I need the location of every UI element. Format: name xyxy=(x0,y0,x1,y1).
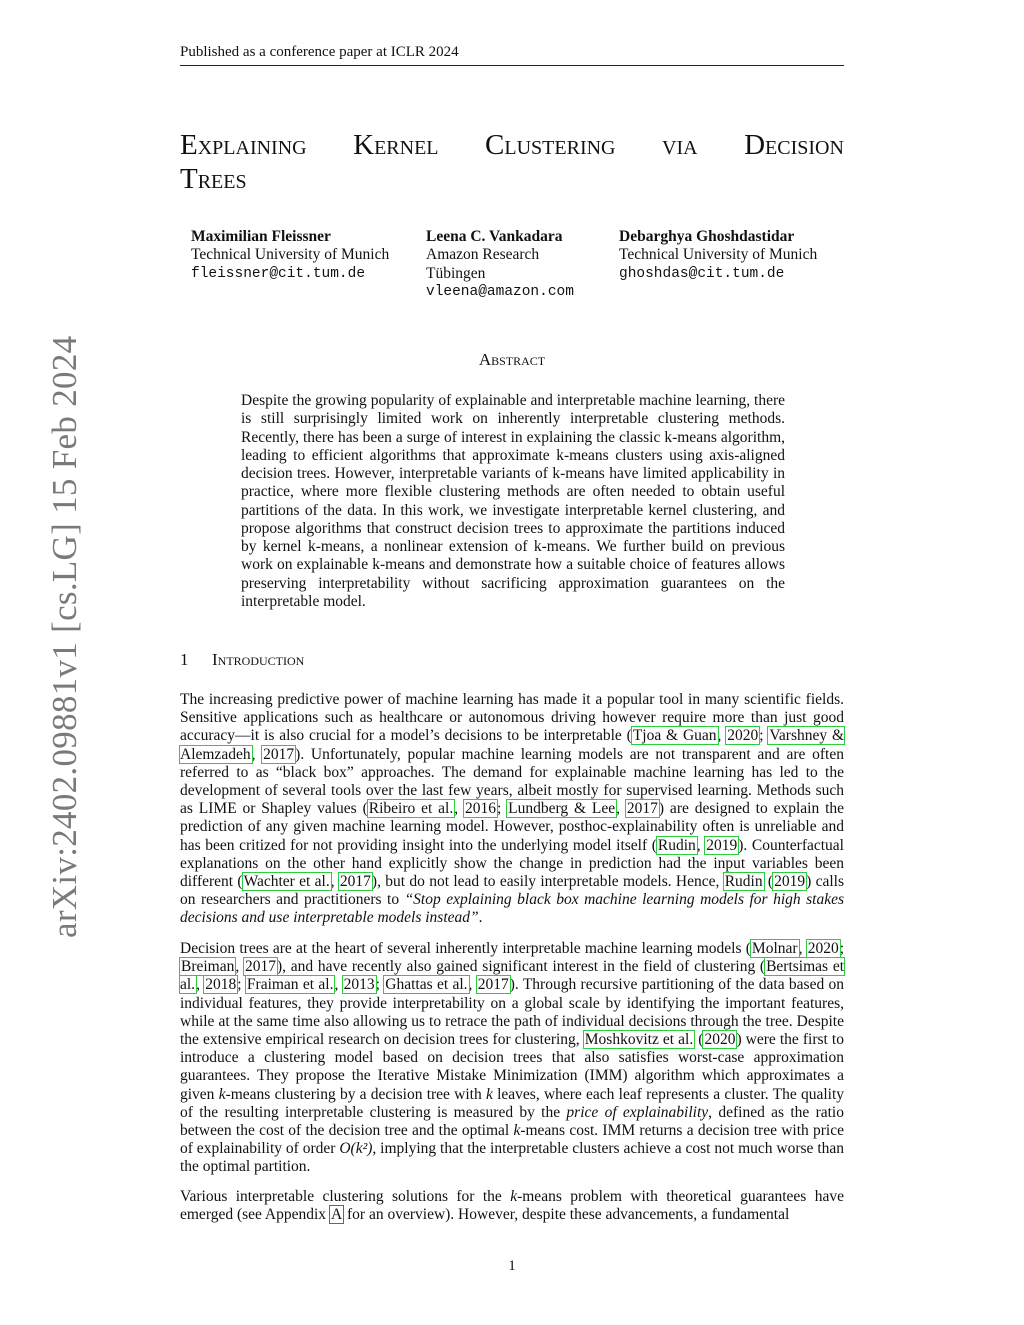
text-run: ) were the first to introduce a clustering model based on decision trees that also satisfies worst-case approximation guarantees. They propose the Iterative Mistake Minimization (IMM) algorithm which approximates a given xyxy=(180,1031,844,1103)
author-affiliation-city: Tübingen xyxy=(426,264,486,282)
author-email[interactable]: fleissner@cit.tum.de xyxy=(191,265,366,282)
author-email[interactable]: ghoshdas@cit.tum.de xyxy=(619,265,785,282)
citation-link[interactable]: 2016 xyxy=(464,800,496,818)
author-block xyxy=(426,228,574,302)
text-run: ; xyxy=(839,940,845,957)
citation-link[interactable]: Rudin xyxy=(724,873,763,891)
text-run: Decision trees are at the heart of several inherently interpretable machine learning models ( xyxy=(180,940,751,957)
author-affiliation: Amazon Research xyxy=(426,246,540,264)
citation-link[interactable]: Ribeiro et al. xyxy=(368,800,454,818)
math-order: O(k²) xyxy=(339,1140,373,1158)
text-run: ). Unfortunately, popular machine learning models are not transparent and are often referred to as “black box” approaches. The demand for explainable machine learning has led to the development of several tools over the last few years, albeit mostly for supervised learning. Methods such as LIME or Shapley values ( xyxy=(180,745,844,818)
quote-emphasis: “Stop explaining black box machine learning models for high stakes decisions and use interpretable models instead” xyxy=(180,891,844,927)
citation-link[interactable]: 2017 xyxy=(339,873,371,891)
citation-link[interactable]: Molnar xyxy=(751,940,798,957)
author-affiliation: Technical University of Munich xyxy=(619,246,818,264)
math-variable: k xyxy=(510,1188,518,1205)
math-variable: k xyxy=(513,1122,521,1140)
title-word: Explaining xyxy=(180,129,307,161)
citation-link[interactable]: 2017 xyxy=(477,976,509,994)
text-run: ). Through recursive partitioning of the data based on individual features, they provide interpretability on a global scale by identifying the important features, while at the same time also allowing us to retrace the path of individual decisions through the tree. Despite the extensive empirical research on decision trees for clustering, xyxy=(180,976,845,1049)
section-title: Introduction xyxy=(212,650,305,669)
text-run: -means cost. IMM returns a decision tree with price of explainability of order xyxy=(180,1122,844,1158)
author-block xyxy=(191,228,389,283)
text-run: The increasing predictive power of machine learning has made it a popular tool in many scientific fields. Sensitive applications such as healthcare or autonomous driving however require more than just good accuracy—it is also crucial for a model’s decisions to be interpretable ( xyxy=(180,691,844,745)
citation-link[interactable]: Fraiman et al. xyxy=(246,976,334,994)
text-run: ( xyxy=(763,873,774,891)
text-run: -means clustering by a decision tree with xyxy=(225,1085,486,1103)
text-run: ; xyxy=(759,727,769,745)
text-run: ; xyxy=(496,800,508,818)
intro-paragraph-1 xyxy=(180,691,844,928)
citation-link[interactable]: Wachter et al. xyxy=(243,873,330,891)
text-run: , xyxy=(334,976,343,994)
title-line-2: Trees xyxy=(180,163,247,195)
citation-link[interactable]: 2019 xyxy=(706,836,738,854)
math-variable: k xyxy=(218,1085,226,1103)
citation-link[interactable]: 2020 xyxy=(704,1031,736,1049)
citation-link[interactable]: 2017 xyxy=(245,958,276,976)
text-run: ), but do not lead to easily interpretable models. Hence, xyxy=(371,873,724,891)
citation-link[interactable]: Varshney & Alemzadeh xyxy=(180,727,844,763)
text-run: ). Counterfactual explanations on the other hand explicitly show the change in prediction had the input variables been different ( xyxy=(180,836,844,891)
text-run: , xyxy=(251,745,263,763)
author-affiliation: Technical University of Munich xyxy=(191,246,390,264)
section-heading xyxy=(180,650,304,670)
text-run: , implying that the interpretable clusters achieve a cost not much worse than the optimal partition. xyxy=(180,1140,844,1176)
arxiv-stamp: arXiv:2402.09881v1 [cs.LG] 15 Feb 2024 xyxy=(45,335,84,938)
author-email[interactable]: vleena@amazon.com xyxy=(426,284,574,301)
text-run: , xyxy=(717,727,727,745)
text-run: ) calls on researchers and practitioners to xyxy=(180,873,844,909)
running-header: Published as a conference paper at ICLR 2024 xyxy=(180,44,459,60)
text-run: , xyxy=(468,976,477,994)
citation-link[interactable]: Lundberg & Lee xyxy=(508,800,616,818)
citation-link[interactable]: 2013 xyxy=(343,976,375,994)
abstract-heading: Abstract xyxy=(478,350,546,369)
text-run: , xyxy=(798,940,807,957)
citation-link[interactable]: Tjoa & Guan xyxy=(632,727,717,745)
section-number: 1 xyxy=(180,650,189,669)
text-run: , defined as the ratio between the cost of the decision tree and the optimal xyxy=(180,1103,844,1140)
title-word: Kernel xyxy=(353,129,439,161)
header-rule xyxy=(180,65,844,66)
text-run: , xyxy=(616,800,626,818)
text-run: , xyxy=(196,976,205,994)
text-run: Various interpretable clustering solutions for the xyxy=(180,1188,511,1205)
title-word: via xyxy=(662,129,698,161)
text-run: , xyxy=(235,958,244,976)
text-run: -means problem with theoretical guarantees have emerged (see Appendix xyxy=(180,1188,844,1224)
page-number: 1 xyxy=(508,1258,516,1274)
text-run: , xyxy=(330,873,339,891)
title-word: Decision xyxy=(744,129,844,161)
citation-link[interactable]: 2018 xyxy=(205,976,237,994)
citation-link[interactable]: Breiman xyxy=(181,958,235,976)
citation-link[interactable]: 2017 xyxy=(263,745,295,763)
citation-link[interactable]: Ghattas et al. xyxy=(385,976,468,994)
math-variable: k xyxy=(485,1085,493,1103)
intro-paragraph-2 xyxy=(180,940,844,1177)
text-run: . xyxy=(478,909,483,927)
author-name: Debarghya Ghoshdastidar xyxy=(619,228,795,245)
citation-link[interactable]: 2020 xyxy=(807,940,839,957)
text-run: for an overview). However, despite these advancements, a fundamental xyxy=(343,1206,790,1224)
emphasis-term: price of explainability xyxy=(566,1103,709,1121)
citation-link[interactable]: Bertsimas et al. xyxy=(180,958,845,994)
author-name: Leena C. Vankadara xyxy=(426,228,563,245)
citation-link[interactable]: 2019 xyxy=(774,873,806,891)
text-run: ), and have recently also gained significant interest in the field of clustering ( xyxy=(277,958,766,976)
appendix-link[interactable]: A xyxy=(330,1206,343,1224)
citation-link[interactable]: 2017 xyxy=(626,800,658,818)
text-run: ; xyxy=(237,976,246,994)
text-run: leaves, where each leaf represents a cluster. The quality of the resulting interpretable clustering is measured by the xyxy=(180,1085,845,1121)
title-word: Clustering xyxy=(485,129,616,161)
text-run: ; xyxy=(375,976,385,994)
text-run: , xyxy=(454,800,464,818)
text-run: ) are designed to explain the prediction of any given machine learning model. However, posthoc-explainability often is unreliable and has been critized for not providing insight into the underlying model itself ( xyxy=(180,800,845,854)
citation-link[interactable]: Rudin xyxy=(657,836,696,854)
text-run: ( xyxy=(694,1031,704,1049)
author-name: Maximilian Fleissner xyxy=(191,228,331,245)
author-block xyxy=(619,228,817,283)
paper-title xyxy=(180,128,844,196)
citation-link[interactable]: 2020 xyxy=(727,727,759,745)
text-run: , xyxy=(696,836,706,854)
title-line-1 xyxy=(180,128,844,162)
intro-paragraph-3 xyxy=(180,1188,844,1224)
abstract-text: Despite the growing popularity of explainable and interpretable machine learning, there is still surprisingly limited work on inherently interpretable clustering methods. Recently, there has been a surge of interest in explaining the classic k-means algorithm, leading to efficient algorithms that approximate k-means clusters using axis-aligned decision trees. However, interpretable variants of k-means have limited applicability in practice, where more flexible clustering methods are often needed to obtain useful partitions of the data. In this work, we investigate interpretable kernel clustering, and propose algorithms that construct decision trees to approximate the partitions induced by kernel k-means, a nonlinear extension of k-means. We further build on previous work on explainable k-means and demonstrate how a suitable choice of features allows preserving interpretability without sacrificing approximation guarantees on the interpretable model. xyxy=(241,392,785,610)
citation-link[interactable]: Moshkovitz et al. xyxy=(584,1031,694,1049)
